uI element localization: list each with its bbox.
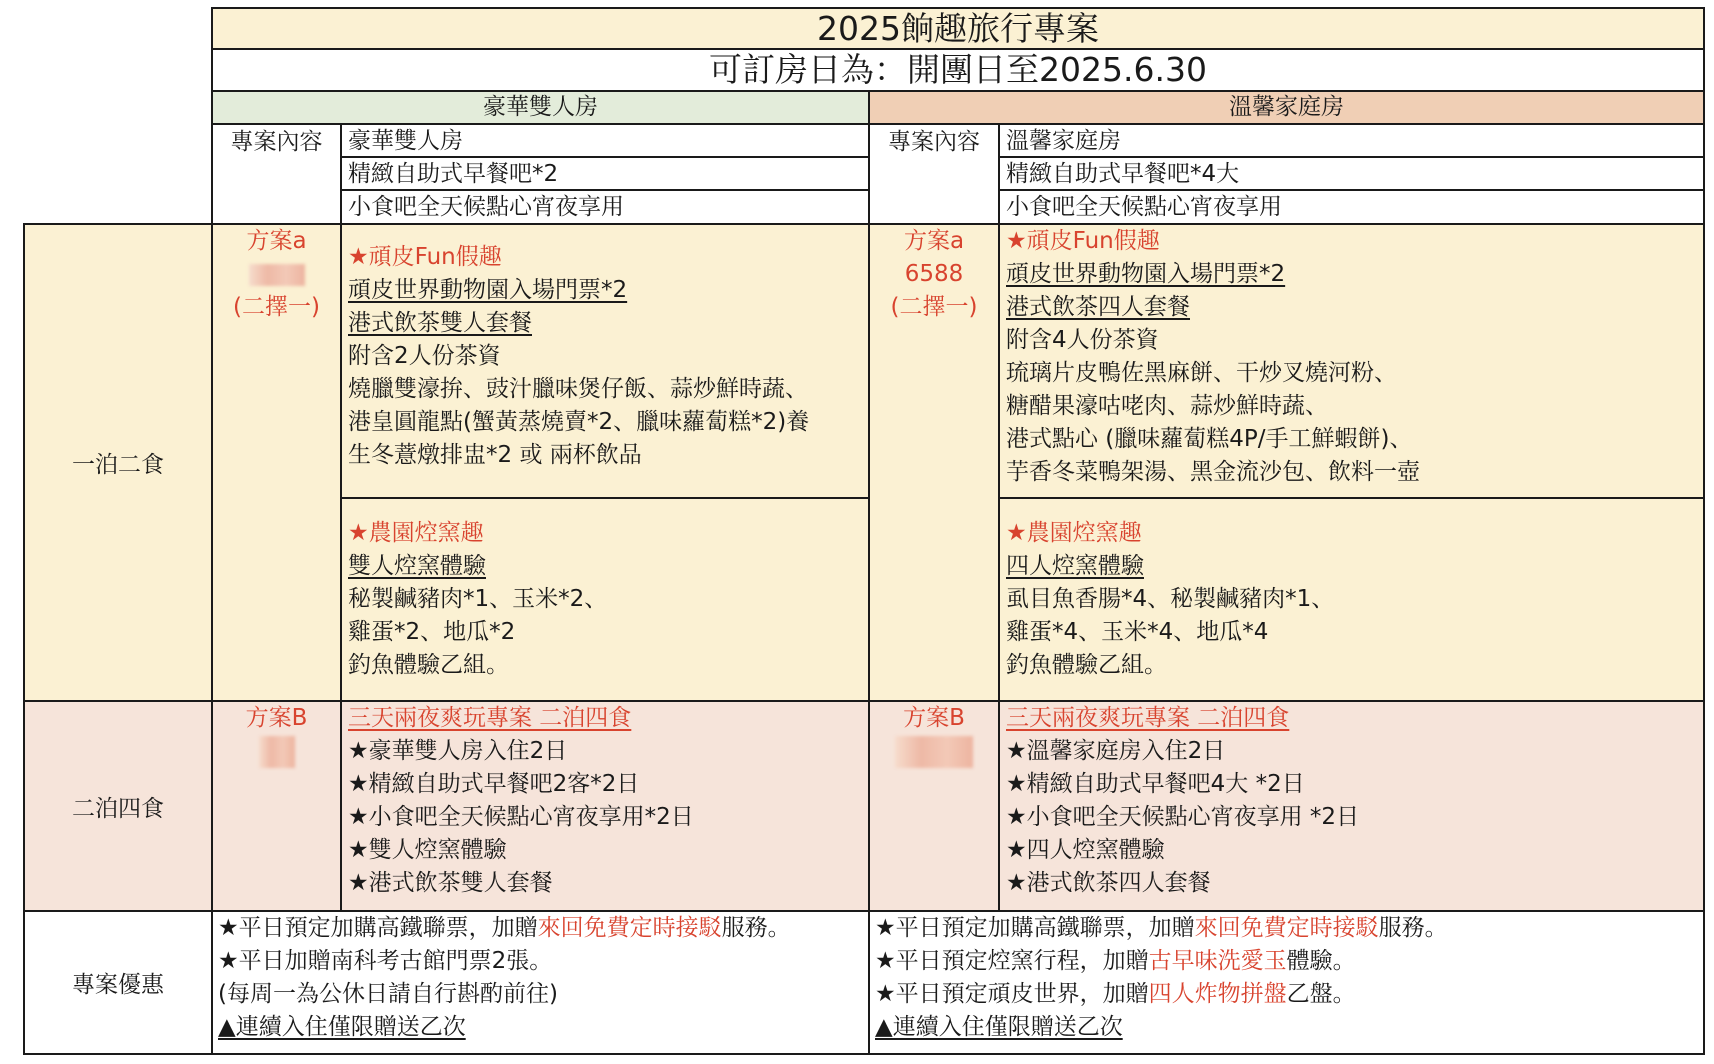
option-title: ★農園焢窯趣: [348, 520, 484, 546]
row-label-two-nights: [23, 700, 213, 912]
plan-a-option-fun-left: [340, 223, 870, 499]
content-item: [998, 156, 1705, 191]
blurred-price: [895, 736, 973, 768]
benefit-text: ★平日加贈南科考古館門票2張。: [218, 948, 553, 974]
benefit-text: (每周一為公休日請自行斟酌前往): [218, 981, 558, 1007]
plan-b-label-left: [211, 700, 342, 912]
plan-name: 方案B: [245, 705, 308, 731]
row-label-text: 二泊四食: [72, 795, 164, 822]
plan-b-title: 三天兩夜爽玩專案 二泊四食: [1006, 705, 1290, 731]
option-title: ★頑皮Fun假趣: [1006, 228, 1160, 254]
row-label-text: 一泊二食: [72, 452, 164, 478]
plan-b-label-right: [868, 700, 1000, 912]
plan-b-line: ★小食吧全天候點心宵夜享用 *2日: [1006, 804, 1360, 830]
plan-a-label-right: [868, 223, 1000, 702]
option-line: 四人焢窯體驗: [1006, 553, 1144, 579]
plan-a-option-farm-left: [340, 497, 870, 702]
plan-a-option-fun-right: [998, 223, 1705, 499]
row-label-benefits: [23, 910, 213, 1055]
room-header-label: 豪華雙人房: [483, 94, 598, 120]
plan-b-content-left: [340, 700, 870, 912]
benefit-note: ▲連續入住僅限贈送乙次: [218, 1014, 466, 1040]
content-item: [998, 123, 1705, 158]
option-line: 港式飲茶四人套餐: [1006, 294, 1190, 320]
option-line: 頑皮世界動物園入場門票*2: [348, 277, 628, 303]
option-line: 釣魚體驗乙組。: [348, 652, 509, 678]
benefit-highlight: 來回免費定時接駁: [537, 915, 722, 941]
plan-price: 6588: [904, 261, 964, 287]
option-line: 附含4人份茶資: [1006, 327, 1159, 353]
option-line: 雞蛋*2、地瓜*2: [348, 619, 516, 645]
benefit-text: 乙盤。: [1286, 981, 1356, 1007]
benefit-text: 服務。: [721, 915, 791, 941]
plan-price-redacted: [213, 258, 340, 291]
plan-name: 方案B: [903, 705, 965, 731]
room-header-deluxe-double: [211, 90, 870, 125]
plan-b-line: ★港式飲茶雙人套餐: [348, 870, 553, 896]
room-header-label: 溫馨家庭房: [1229, 94, 1344, 120]
row-label-one-night: [23, 223, 213, 702]
row-label-text: 專案優惠: [72, 972, 164, 998]
plan-b-content-right: [998, 700, 1705, 912]
benefit-line: [875, 978, 1703, 1011]
option-line: 糖醋果濠咕咾肉、蒜炒鮮時蔬、: [1006, 393, 1328, 419]
benefit-highlight: 四人炸物拼盤: [1148, 981, 1287, 1007]
subtitle-text: 可訂房日為：開團日至2025.6.30: [709, 50, 1207, 89]
content-item: [340, 123, 870, 158]
benefits-left: [211, 910, 870, 1055]
plan-name: 方案a: [903, 228, 965, 254]
option-line: 虱目魚香腸*4、秘製鹹豬肉*1、: [1006, 586, 1335, 612]
content-item: [340, 189, 870, 225]
plan-price-redacted: [213, 735, 340, 768]
benefits-right: [868, 910, 1705, 1055]
plan-b-line: ★小食吧全天候點心宵夜享用*2日: [348, 804, 694, 830]
content-item-text: 溫馨家庭房: [1006, 128, 1121, 154]
option-line: 燒臘雙濠拚、豉汁臘味煲仔飯、蒜炒鮮時蔬、: [348, 376, 808, 402]
benefit-text: ★平日預定加購高鐵聯票，加贈: [875, 915, 1195, 941]
option-line: 附含2人份茶資: [348, 343, 501, 369]
content-label: 專案內容: [230, 129, 323, 155]
benefit-text: ★平日預定頑皮世界，加贈: [875, 981, 1149, 1007]
benefit-text: ★平日預定焢窯行程，加贈: [875, 948, 1149, 974]
benefit-line: [875, 945, 1703, 978]
option-title: ★頑皮Fun假趣: [348, 244, 502, 270]
content-item: [340, 156, 870, 191]
blurred-price: [249, 264, 305, 286]
plan-a-option-farm-right: [998, 497, 1705, 702]
content-label: 專案內容: [888, 129, 980, 155]
benefit-note: ▲連續入住僅限贈送乙次: [875, 1014, 1123, 1040]
option-line: 港皇圓龍點(蟹黃蒸燒賣*2、臘味蘿蔔糕*2)養: [348, 409, 810, 435]
plan-b-line: ★雙人焢窯體驗: [348, 837, 507, 863]
plan-b-line: ★精緻自助式早餐吧2客*2日: [348, 771, 640, 797]
benefit-text: 服務。: [1378, 915, 1448, 941]
benefit-line: [218, 945, 868, 978]
benefit-line: [218, 978, 868, 1011]
option-line: 生冬薏燉排盅*2 或 兩杯飲品: [348, 442, 642, 468]
room-header-family: [868, 90, 1705, 125]
plan-b-line: ★豪華雙人房入住2日: [348, 738, 568, 764]
option-line: 頑皮世界動物園入場門票*2: [1006, 261, 1286, 287]
title-text: 2025餉趣旅行專案: [817, 9, 1099, 48]
option-line: 港式飲茶雙人套餐: [348, 310, 532, 336]
page-title: [211, 7, 1705, 50]
benefit-text: ★平日預定加購高鐵聯票，加贈: [218, 915, 538, 941]
plan-b-line: ★四人焢窯體驗: [1006, 837, 1165, 863]
benefit-line: [218, 912, 868, 945]
option-line: 雙人焢窯體驗: [348, 553, 486, 579]
content-item-text: 精緻自助式早餐吧*2: [348, 161, 559, 187]
option-line: 芋香冬菜鴨架湯、黑金流沙包、飲料一壺: [1006, 459, 1420, 485]
benefit-line: [875, 912, 1703, 945]
plan-b-line: ★精緻自助式早餐吧4大 *2日: [1006, 771, 1305, 797]
plan-note: (二擇一): [890, 294, 978, 320]
content-label-right: [868, 123, 1000, 225]
option-line: 釣魚體驗乙組。: [1006, 652, 1167, 678]
plan-price-redacted: [870, 735, 998, 768]
content-label-left: [211, 123, 342, 225]
benefit-highlight: 古早味洗愛玉: [1148, 948, 1287, 974]
content-item-text: 精緻自助式早餐吧*4大: [1006, 161, 1240, 187]
option-line: 雞蛋*4、玉米*4、地瓜*4: [1006, 619, 1269, 645]
benefit-text: 體驗。: [1286, 948, 1356, 974]
booking-period: [211, 48, 1705, 92]
plan-b-line: ★港式飲茶四人套餐: [1006, 870, 1211, 896]
content-item: [998, 189, 1705, 225]
content-item-text: 小食吧全天候點心宵夜享用: [348, 194, 624, 220]
option-line: 琉璃片皮鴨佐黑麻餅、干炒叉燒河粉、: [1006, 360, 1397, 386]
plan-name: 方案a: [246, 228, 307, 254]
plan-b-line: ★溫馨家庭房入住2日: [1006, 738, 1226, 764]
plan-a-label-left: [211, 223, 342, 702]
option-line: 港式點心 (臘味蘿蔔糕4P/手工鮮蝦餅)、: [1006, 426, 1413, 452]
plan-note: (二擇一): [233, 294, 320, 320]
blurred-price: [259, 736, 295, 768]
benefit-highlight: 來回免費定時接駁: [1194, 915, 1379, 941]
content-item-text: 豪華雙人房: [348, 128, 463, 154]
plan-b-title: 三天兩夜爽玩專案 二泊四食: [348, 705, 632, 731]
option-line: 秘製鹹豬肉*1、玉米*2、: [348, 586, 608, 612]
content-item-text: 小食吧全天候點心宵夜享用: [1006, 194, 1282, 220]
option-title: ★農園焢窯趣: [1006, 520, 1142, 546]
